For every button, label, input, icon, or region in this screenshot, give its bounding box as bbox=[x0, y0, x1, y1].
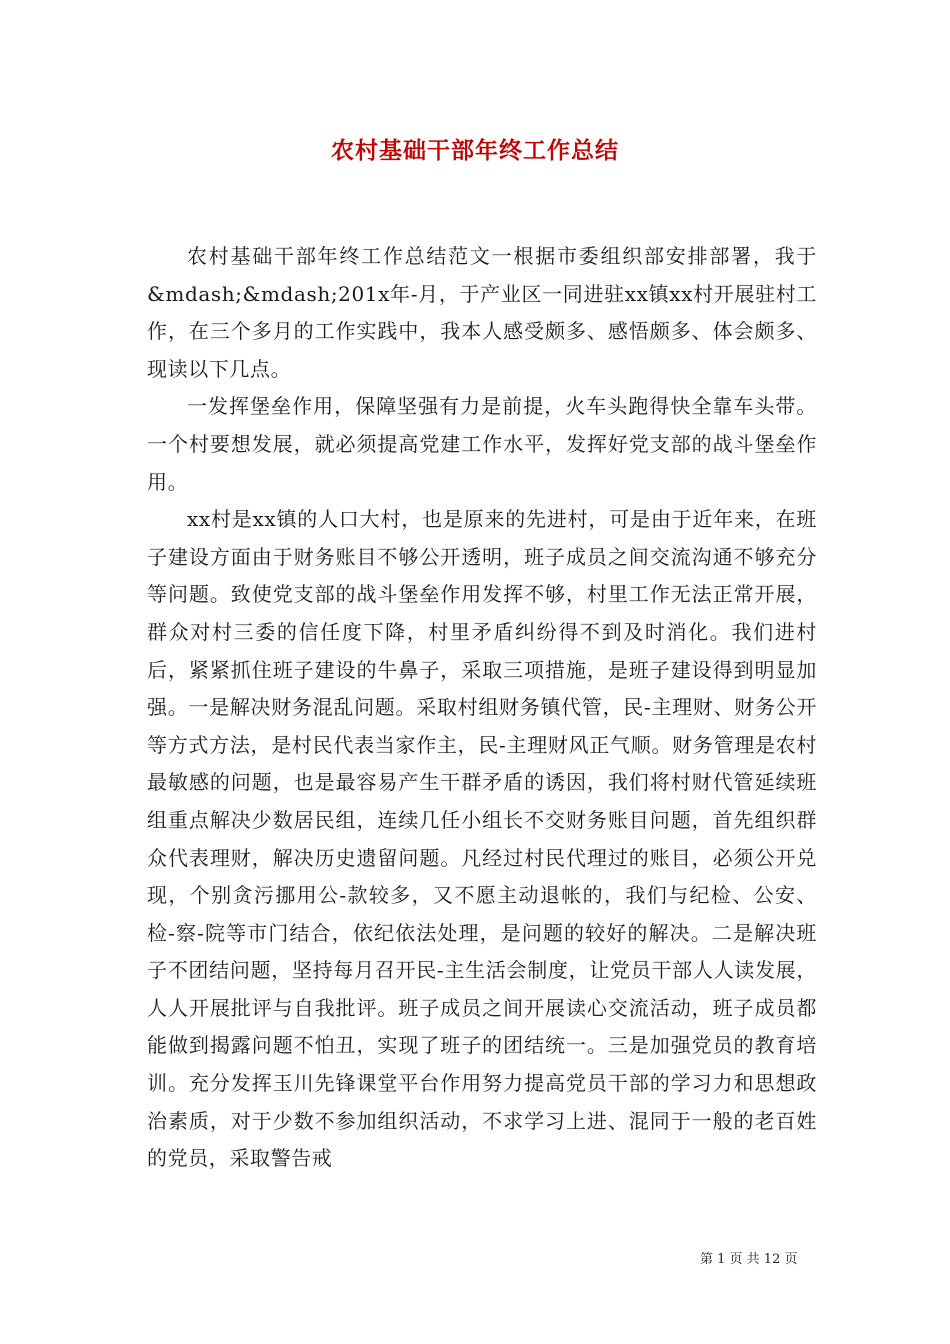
paragraph-intro: 农村基础干部年终工作总结范文一根据市委组织部安排部署，我于&mdash;&mdash;201x年-月，于产业区一同进驻xx镇xx村开展驻村工作，在三个多月的工作实践中，我本人感受颇多、感悟颇多、体会颇多、现读以下几点。 bbox=[147, 244, 817, 381]
paragraph-village-measures: xx村是xx镇的人口大村，也是原来的先进村，可是由于近年来，在班子建设方面由于财务账目不够公开透明，班子成员之间交流沟通不够充分等问题。致使党支部的战斗堡垒作用发挥不够，村里工作无法正常开展，群众对村三委的信任度下降，村里矛盾纠纷得不到及时消化。我们进村后，紧紧抓住班子建设的牛鼻子，采取三项措施，是班子建设得到明显加强。一是解决财务混乱问题。采取村组财务镇代管，民-主理财、财务公开等方式方法，是村民代表当家作主，民-主理财风正气顺。财务管理是农村最敏感的问题，也是最容易产生干群矛盾的诱因，我们将村财代管延续班组重点解决少数居民组，连续几任小组长不交财务账目问题，首先组织群众代表理财，解决历史遗留问题。凡经过村民代理过的账目，必须公开兑现，个别贪污挪用公-款较多，又不愿主动退帐的，我们与纪检、公安、检-察-院等市门结合，依纪依法处理，是问题的较好的解决。二是解决班子不团结问题，坚持每月召开民-主生活会制度，让党员干部人人读发展，人人开展批评与自我批评。班子成员之间开展读心交流活动，班子成员都能做到揭露问题不怕丑，实现了班子的团结统一。三是加强党员的教育培训。充分发挥玉川先锋课堂平台作用努力提高党员干部的学习力和思想政治素质，对于少数不参加组织活动，不求学习上进、混同于一般的老百姓的党员，采取警告戒 bbox=[147, 507, 817, 1171]
document-body bbox=[147, 238, 817, 1178]
page-number: 第 1 页 共 12 页 bbox=[700, 1252, 798, 1267]
document-title: 农村基础干部年终工作总结 bbox=[331, 137, 619, 164]
paragraph-fortress-role: 一发挥堡垒作用，保障坚强有力是前提，火车头跑得快全靠车头带。一个村要想发展，就必须提高党建工作水平，发挥好党支部的战斗堡垒作用。 bbox=[147, 394, 817, 494]
